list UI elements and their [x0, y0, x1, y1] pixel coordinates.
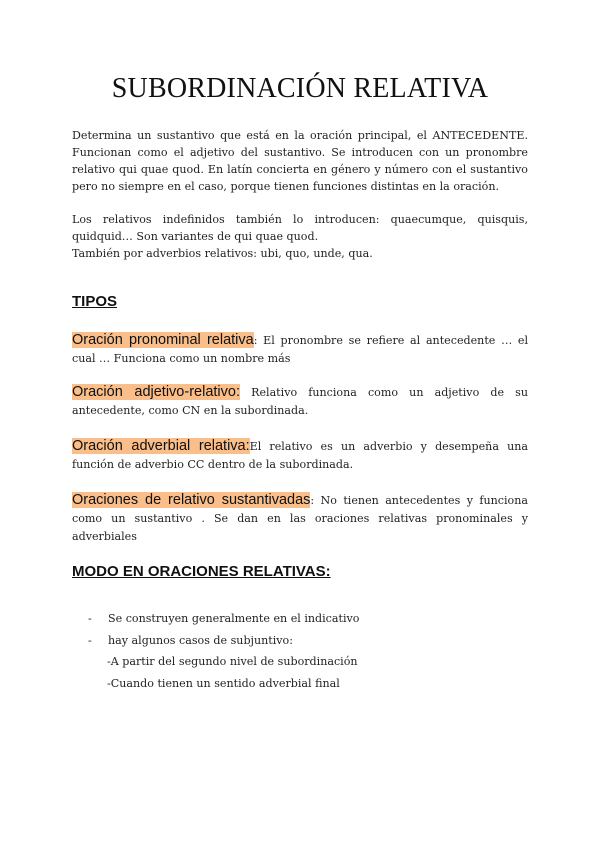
relative-adverbs-text: También por adverbios relativos: ubi, quo, unde, qua.: [72, 247, 373, 260]
tipo-desc: : No tienen antecedentes y funciona como un sustantivo . Se dan en las oraciones relativas pronominales y adverbiales: [72, 494, 528, 543]
modo-subitem: -A partir del segundo nivel de subordinación: [107, 655, 358, 668]
modo-subitem: -Cuando tienen un sentido adverbial final: [107, 677, 340, 690]
intro-paragraph: Determina un sustantivo que está en la oración principal, el ANTECEDENTE. Funcionan como el adjetivo del sustantivo. Se introducen con un pronombre relativo qui quae quod. En latín concierta en género y número con el sustantivo pero no siempre en el caso, porque tienen funciones distintas en la oración.: [72, 129, 528, 193]
tipo-item-adjetivo: [72, 383, 528, 420]
tipo-term: Oración adverbial relativa:: [72, 438, 250, 454]
page-title: SUBORDINACIÓN RELATIVA: [111, 73, 489, 104]
tipo-desc: : El pronombre se refiere al antecedente … el cual … Funciona como un nombre más: [72, 334, 528, 365]
modo-heading: MODO EN ORACIONES RELATIVAS:: [72, 563, 331, 580]
indefinite-relatives-paragraph: [72, 211, 528, 262]
tipo-desc: Relativo funciona como un adjetivo de su antecedente, como CN en la subordinada.: [72, 386, 528, 417]
tipo-desc: El relativo es un adverbio y desempeña una función de adverbio CC dentro de la subordinada.: [72, 440, 528, 471]
indefinite-relatives-text: Los relativos indefinidos también lo introducen: quaecumque, quisquis, quidquid… Son variantes de qui quae quod.: [72, 213, 528, 243]
tipo-item-pronominal: [72, 331, 528, 368]
bullet-dash: -: [88, 634, 92, 647]
modo-bullet: Se construyen generalmente en el indicativo: [108, 612, 360, 625]
tipos-heading: TIPOS: [72, 293, 118, 310]
tipo-term: Oración pronominal relativa: [72, 332, 254, 348]
tipo-term: Oraciones de relativo sustantivadas: [72, 492, 311, 508]
tipo-item-sustantivadas: [72, 491, 528, 546]
modo-bullet: hay algunos casos de subjuntivo:: [108, 634, 293, 647]
tipo-term: Oración adjetivo-relativo:: [72, 384, 240, 400]
tipo-item-adverbial: [72, 437, 528, 474]
bullet-dash: -: [88, 612, 92, 625]
